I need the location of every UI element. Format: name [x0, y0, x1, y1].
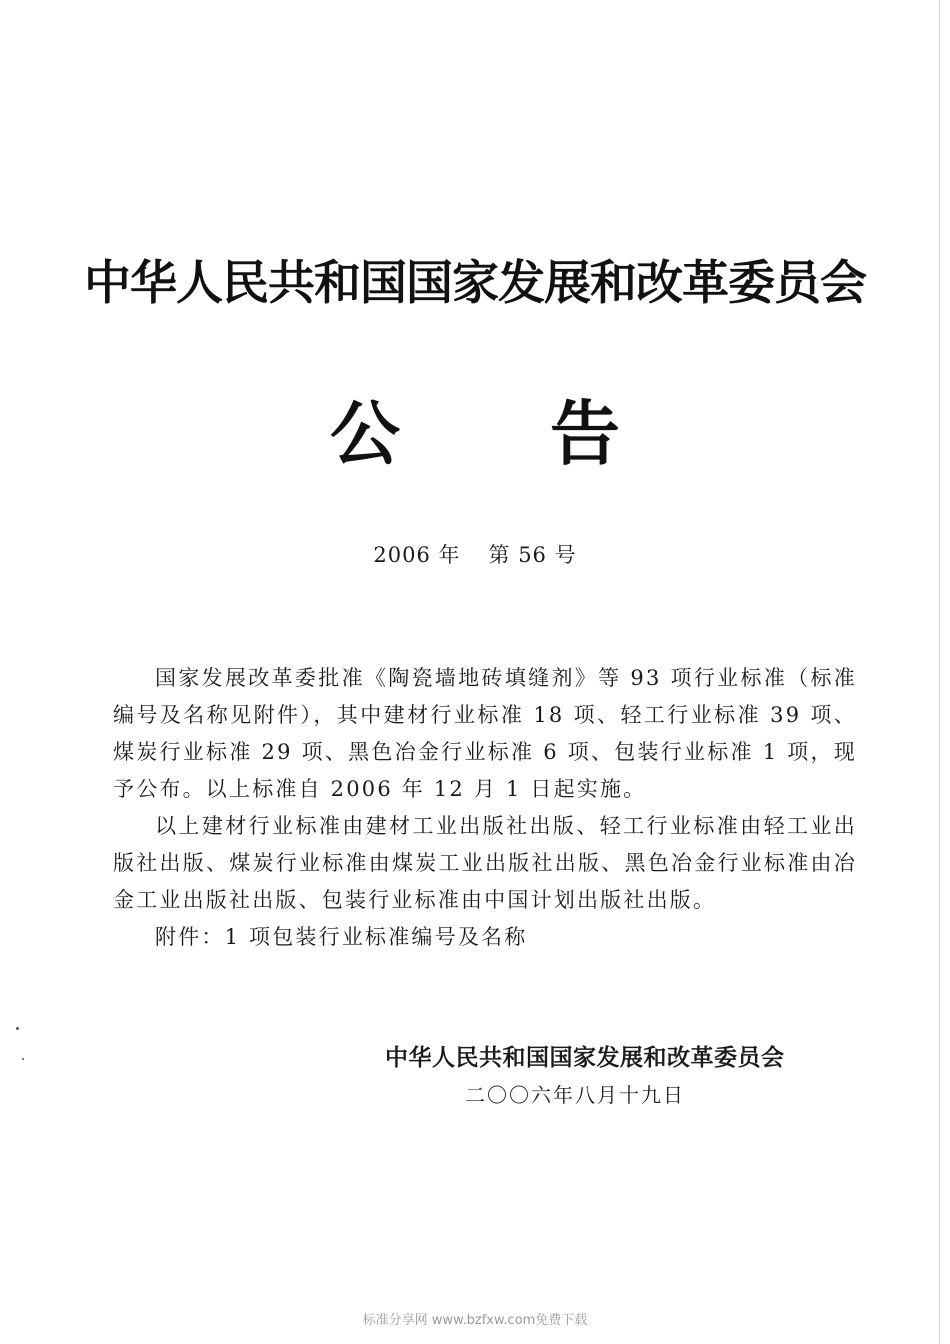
scan-speck: [22, 1058, 24, 1060]
signature-date: 二〇〇六年八月十九日: [465, 1083, 685, 1107]
body-paragraph-attachment: 附件：1 项包装行业标准编号及名称: [155, 925, 528, 949]
footer-watermark: 标准分享网 www.bzfxw.com免费下载: [362, 1313, 588, 1328]
body-paragraph-approval: 国家发展改革委批准《陶瓷墙地砖填缝剂》等 93 项行业标准（标准编号及名称见附件），其中建材行业标准 18 项、轻工行业标准 39 项、煤炭行业标准 29 项、黑色冶金行业标准 6 项、包装行业标准 1 项，现予公布。以上标准自 2006 年 12 月 1 日起实施。: [113, 666, 857, 801]
document-subtitle: [0, 392, 950, 476]
scan-speck: [16, 1027, 19, 1030]
subtitle-char-left: 公: [330, 393, 400, 475]
document-title: 中华人民共和国国家发展和改革委员会: [84, 256, 866, 311]
issue-number-line: [0, 540, 950, 570]
page-edge-line: [939, 0, 940, 1344]
announcement-body: [113, 660, 857, 956]
issue-number: 第 56 号: [488, 543, 577, 567]
subtitle-char-right: 告: [550, 393, 620, 475]
body-paragraph-publishers: 以上建材行业标准由建材工业出版社出版、轻工行业标准由轻工业出版社出版、煤炭行业标准由煤炭工业出版社出版、黑色冶金行业标准由冶金工业出版社出版、包装行业标准由中国计划出版社出版。: [113, 814, 857, 912]
signature-block: [385, 1040, 855, 1110]
issue-year: 2006 年: [373, 543, 461, 567]
signature-organization: 中华人民共和国国家发展和改革委员会: [385, 1045, 785, 1071]
